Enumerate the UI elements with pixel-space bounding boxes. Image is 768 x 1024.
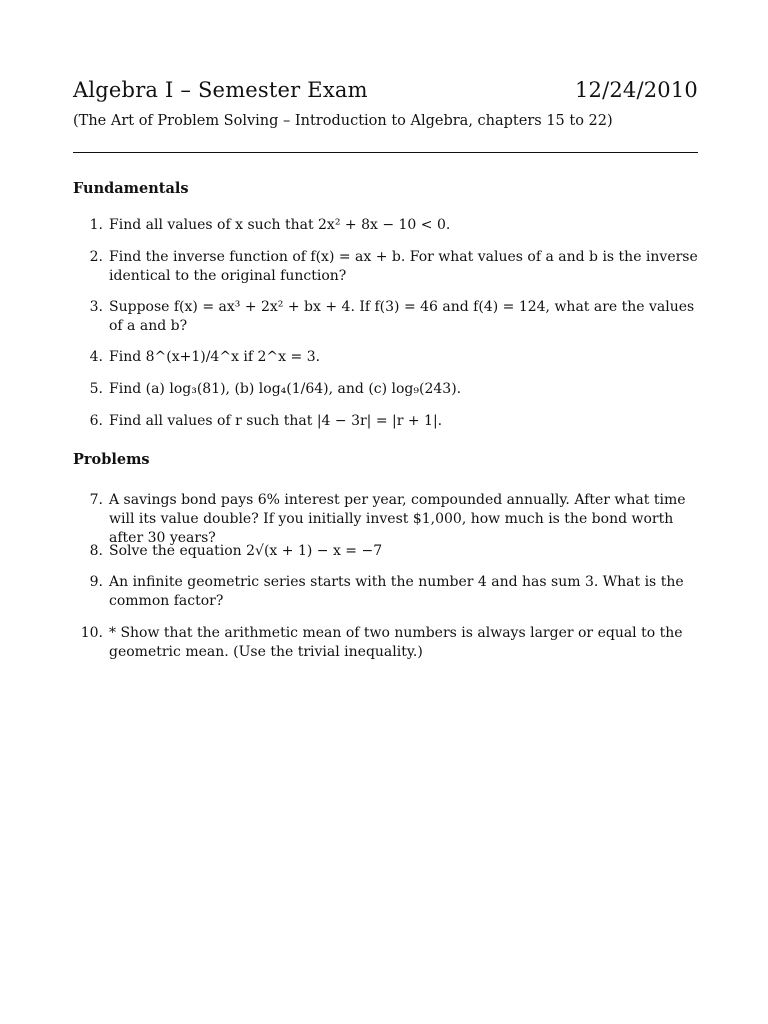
problem-2 bbox=[73, 248, 698, 286]
exam-title: Algebra I – Semester Exam bbox=[73, 78, 368, 102]
problem-number: 10. bbox=[80, 625, 103, 641]
problem-text: Find all values of r such that |4 − 3r| = |r + 1|. bbox=[109, 413, 443, 429]
section-heading-problems: Problems bbox=[73, 451, 150, 468]
problem-text: Find all values of x such that 2x² + 8x − 10 < 0. bbox=[109, 217, 451, 233]
problem-10 bbox=[73, 624, 698, 662]
problem-number: 4. bbox=[89, 349, 103, 365]
problem-text: Find 8^(x+1)/4^x if 2^x = 3. bbox=[109, 349, 321, 365]
section-heading-fundamentals: Fundamentals bbox=[73, 180, 189, 197]
exam-date: 12/24/2010 bbox=[574, 78, 698, 102]
problem-number: 2. bbox=[89, 249, 103, 265]
problem-number: 3. bbox=[89, 299, 103, 315]
header-divider bbox=[73, 152, 698, 153]
problem-9 bbox=[73, 573, 698, 611]
problem-4 bbox=[73, 348, 698, 367]
problem-text: Find (a) log₃(81), (b) log₄(1/64), and (c) log₉(243). bbox=[109, 381, 462, 397]
problem-1 bbox=[73, 216, 698, 235]
problem-5 bbox=[73, 380, 698, 399]
problem-7 bbox=[73, 491, 698, 548]
problem-3 bbox=[73, 298, 698, 336]
problem-text: Find the inverse function of f(x) = ax + b. For what values of a and b is the inverse identical to the original function? bbox=[109, 249, 698, 284]
problem-number: 1. bbox=[89, 217, 103, 233]
problem-text: Suppose f(x) = ax³ + 2x² + bx + 4. If f(3) = 46 and f(4) = 124, what are the values of a and b? bbox=[109, 299, 695, 334]
problem-number: 7. bbox=[89, 492, 103, 508]
exam-header bbox=[73, 78, 698, 102]
problem-number: 6. bbox=[89, 413, 103, 429]
problem-text: An infinite geometric series starts with the number 4 and has sum 3. What is the common factor? bbox=[109, 574, 684, 609]
problem-number: 8. bbox=[89, 543, 103, 559]
problem-text: Solve the equation 2√(x + 1) − x = −7 bbox=[109, 543, 383, 559]
problem-8 bbox=[73, 542, 698, 561]
exam-subtitle: (The Art of Problem Solving – Introduction to Algebra, chapters 15 to 22) bbox=[73, 113, 613, 129]
problem-text: * Show that the arithmetic mean of two numbers is always larger or equal to the geometric mean. (Use the trivial inequality.) bbox=[109, 625, 683, 660]
problem-number: 9. bbox=[89, 574, 103, 590]
problem-6 bbox=[73, 412, 698, 431]
problem-number: 5. bbox=[89, 381, 103, 397]
problem-text: A savings bond pays 6% interest per year, compounded annually. After what time will its value double? If you initially invest $1,000, how much is the bond worth after 30 years? bbox=[109, 492, 686, 546]
